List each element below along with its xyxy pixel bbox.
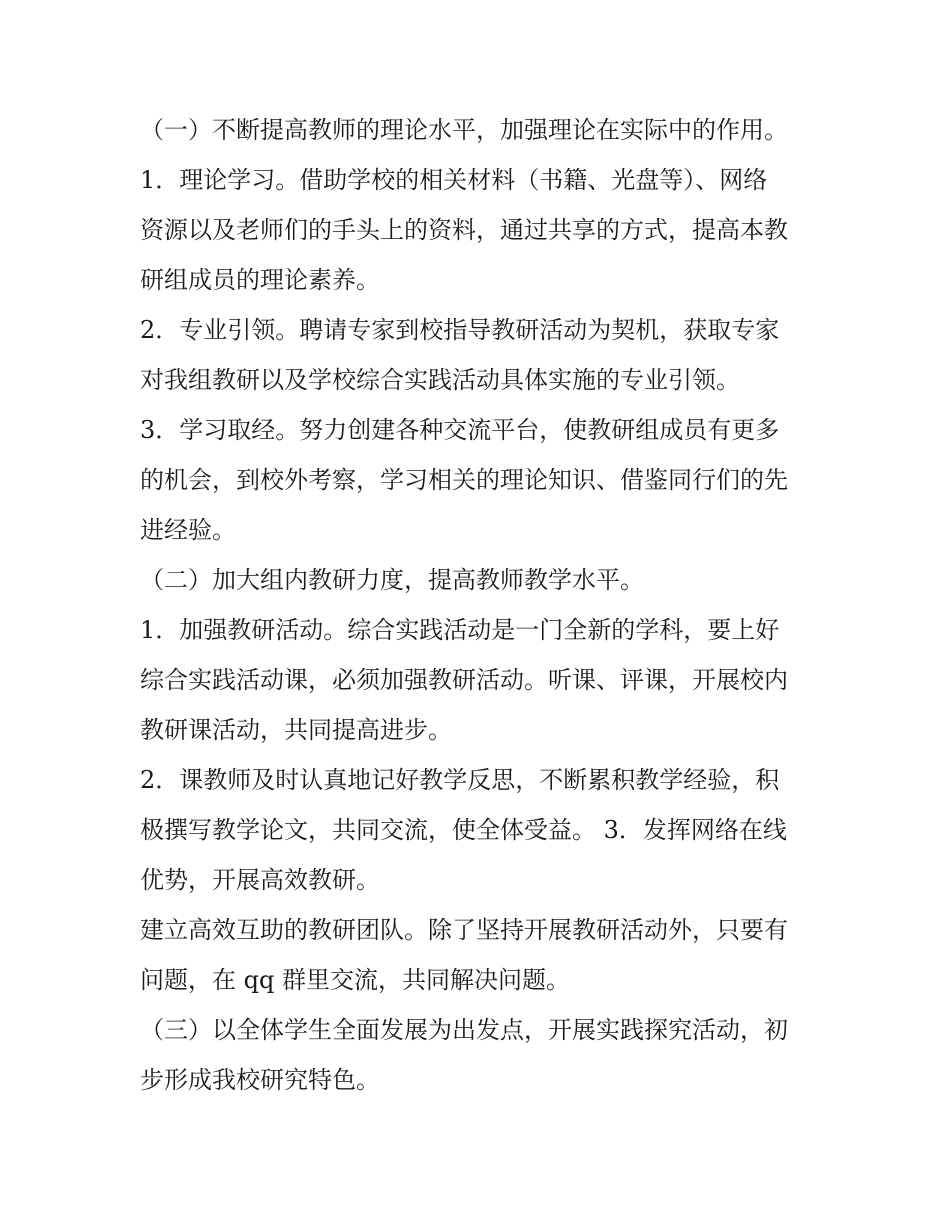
paragraph-line: 综合实践活动课，必须加强教研活动。听课、评课，开展校内 — [140, 666, 788, 694]
paragraph-line: 2．专业引领。聘请专家到校指导教研活动为契机，获取专家 — [140, 316, 780, 344]
paragraph-line: 极撰写教学论文，共同交流，使全体受益。 3．发挥网络在线 — [140, 816, 787, 844]
paragraph-line: 1．加强教研活动。综合实践活动是一门全新的学科，要上好 — [140, 616, 780, 644]
section-heading-1: （一）不断提高教师的理论水平，加强理论在实际中的作用。 — [140, 116, 788, 144]
paragraph-line: 步形成我校研究特色。 — [140, 1066, 380, 1094]
paragraph-line: 2．课教师及时认真地记好教学反思，不断累积教学经验，积 — [140, 766, 780, 794]
paragraph-line: 的机会，到校外考察，学习相关的理论知识、借鉴同行们的先 — [140, 466, 788, 494]
paragraph-line: 进经验。 — [140, 516, 236, 544]
paragraph-line: 研组成员的理论素养。 — [140, 266, 380, 294]
paragraph-line: 1．理论学习。借助学校的相关材料（书籍、光盘等）、网络 — [140, 166, 768, 194]
paragraph-line: 对我组教研以及学校综合实践活动具体实施的专业引领。 — [140, 366, 740, 394]
section-heading-2: （二）加大组内教研力度，提高教师教学水平。 — [140, 566, 644, 594]
paragraph-line: 教研课活动，共同提高进步。 — [140, 716, 452, 744]
paragraph-line: 问题，在 qq 群里交流，共同解决问题。 — [140, 966, 570, 994]
paragraph-line: 优势，开展高效教研。 — [140, 866, 380, 894]
section-heading-3: （三）以全体学生全面发展为出发点，开展实践探究活动，初 — [140, 1016, 788, 1044]
paragraph-line: 建立高效互助的教研团队。除了坚持开展教研活动外，只要有 — [140, 916, 788, 944]
paragraph-line: 3．学习取经。努力创建各种交流平台，使教研组成员有更多 — [140, 416, 780, 444]
paragraph-line: 资源以及老师们的手头上的资料，通过共享的方式，提高本教 — [140, 216, 788, 244]
